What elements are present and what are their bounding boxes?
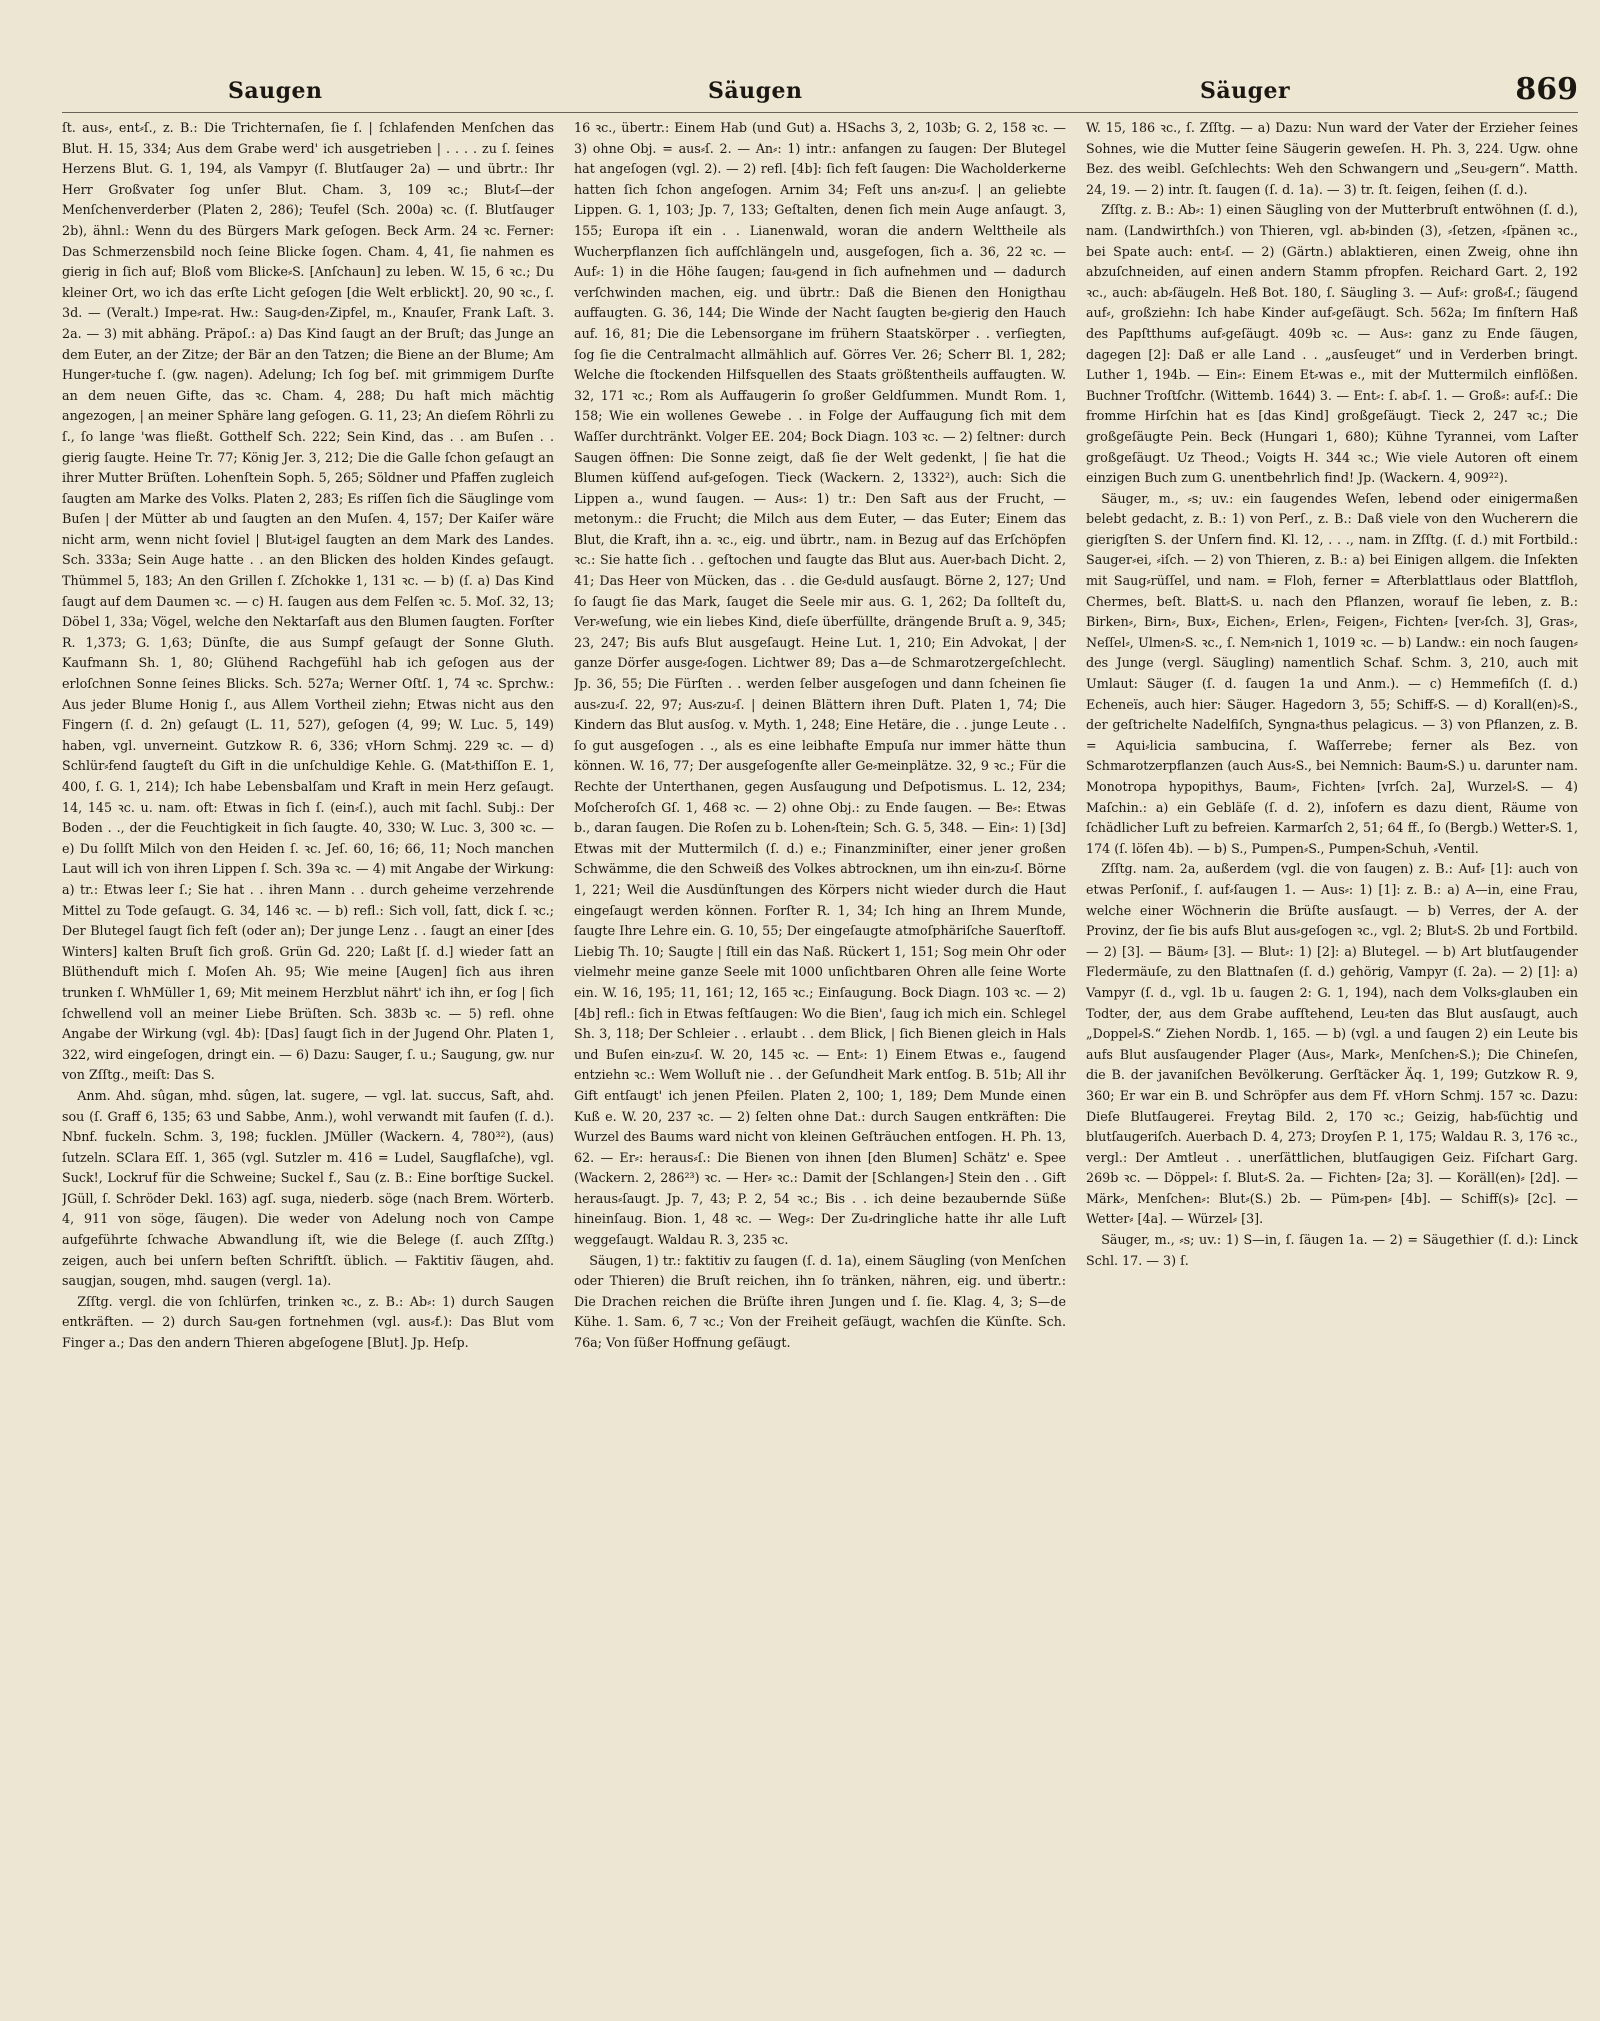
entry-paragraph: 16 ꝛc., übertr.: Einem Hab (und Gut) a. HSachs 3, 2, 103b; G. 2, 158 ꝛc. — 3) ohne Obj. = aus⸗ſ. 2. — An⸗: 1) intr.: anfangen zu ſaugen: Der Blutegel hat angeſogen (vgl. 2). — 2) refl. [4b]: ſich feſt ſaugen: Die Wacholderkerne hatten ſich ſchon angeſogen. Arnim 34; Feſt uns an⸗zu⸗ſ. | an geliebte Lippen. G. 1, 103; Jp. 7, 133; Geſtalten, denen ſich mein Auge anſaugt. 3, 155; Europa iſt ein . . Lianenwald, woran die andern Welttheile als Wucherpflanzen ſich aufſchlängeln und, ausgeſogen, ſich a. 36, 22 ꝛc. — Auf⸗: 1) in die Höhe ſaugen; ſau⸗gend in ſich aufnehmen und — dadurch verſchwinden machen, eig. und übrtr.: Daß die Bienen den Honigthau auffaugten. G. 36, 144; Die Winde der Nacht ſaugten be⸗gierig den Hauch auf. 16, 81; Die die Lebensorgane im frühern Staatskörper . . verſiegten, ſog ſie die Centralmacht allmählich auf. Görres Ver. 26; Scherr Bl. 1, 282; Welche die ſtockenden Hilfsquellen des Staats größtentheils auffaugten. W. 32, 171 ꝛc.; Rom als Auffaugerin ſo großer Geldſummen. Mundt Rom. 1, 158; Wie ein wollenes Gewebe . . in Folge der Auffaugung ſich mit dem Waſſer durchtränkt. Volger EE. 204; Bock Diagn. 103 ꝛc. — 2) ſeltner: durch Saugen öffnen: Die Sonne zeigt, daß ſie der Welt gedenkt, | ſie hat die Blumen küſſend auf⸗geſogen. Tieck (Wackern. 2, 1332²), auch: Sich die Lippen a., wund ſaugen. — Aus⸗: 1) tr.: Den Saft aus der Frucht, — metonym.: die Frucht; die Milch aus dem Euter, — das Euter; Einem das Blut, die Kraft, ihn a. ꝛc., eig. und übrtr., nam. in Bezug auf das Erſchöpfen ꝛc.: Sie hatte ſich . . geſtochen und ſaugte das Blut aus. Auer⸗bach Dicht. 2, 41; Das Heer von Mücken, das . . die Ge⸗duld ausſaugt. Börne 2, 127; Und ſo ſaugt ſie das Mark, ſauget die Seele mir aus. G. 1, 262; Da ſollteſt du, Ver⸗weſung, wie ein liebes Kind, dieſe überfüllte, drängende Bruſt a. 9, 345; 23, 247; Bis aufs Blut ausgeſaugt. Heine Lut. 1, 210; Ein Advokat, | der ganze Dörfer ausge⸗ſogen. Lichtwer 89; Das a—de Schmarotzergeſchlecht. Jp. 36, 55; Die Fürſten . . werden ſelber ausgeſogen und dann ſcheinen ſie aus⸗zu⸗ſ. 22, 97; Aus⸗zu⸗ſ. | deinen Blättern ihren Duft. Platen 1, 74; Die Kindern das Blut ausſog. v. Myth. 1, 248; Eine Hetäre, die . . junge Leute . . ſo gut ausgeſogen . ., als es eine leibhafte Empuſa nur immer hätte thun können. W. 16, 77; Der ausgeſogenſte aller Ge⸗meinplätze. 32, 9 ꝛc.; Für die Rechte der Unterthanen, gegen Ausſaugung und Deſpotismus. L. 12, 234; Moſcheroſch Gſ. 1, 468 ꝛc. — 2) ohne Obj.: zu Ende ſaugen. — Be⸗: Etwas b., daran ſaugen. Die Roſen zu b. Lohen⸗ſtein; Sch. G. 5, 348. — Ein⸗: 1) [3d] Etwas mit der Muttermilch (ſ. d.) e.; Finanzminiſter, einer jener großen Schwämme, die den Schweiß des Volkes abtrocknen, um ihn ein⸗zu⸗ſ. Börne 1, 221; Weil die Ausdünſtungen des Körpers nicht wieder durch die Haut eingeſaugt werden können. Forſter R. 1, 34; Ich hing an Ihrem Munde, ſaugte Ihre Lehre ein. G. 10, 55; Der eingeſaugte atmoſphäriſche Sauerſtoff. Liebig Th. 10; Saugte | ſtill ein das Naß. Rückert 1, 151; Sog mein Ohr oder vielmehr meine ganze Seele mit 1000 unſichtbaren Ohren alle ſeine Worte ein. W. 16, 195; 11, 161; 12, 165 ꝛc.; Einſaugung. Bock Diagn. 103 ꝛc. — 2) [4b] refl.: ſich in Etwas feſtſaugen: Wo die Bien', ſaug ich mich ein. Schlegel Sh. 3, 118; Der Schleier . . erlaubt . . dem Blick, | ſich Bienen gleich in Hals und Buſen ein⸗zu⸗ſ. W. 20, 145 ꝛc. — Ent⸗: 1) Einem Etwas e., ſaugend entziehn ꝛc.: Wem Wolluſt nie . . der Geſundheit Mark entſog. B. 51b; All ihr Gift entſaugt' ich jenen Pfeilen. Platen 2, 100; 1, 189; Dem Munde einen Kuß e. W. 20, 237 ꝛc. — 2) ſelten ohne Dat.: durch Saugen entkräften: Die Wurzel des Baums ward nicht von kleinen Geſträuchen entſogen. H. Ph. 13, 62. — Er⸗: heraus⸗ſ.: Die Bienen von ihnen [den Blumen] Schätz' e. Spee (Wackern. 2, 286²³) ꝛc. — Her⸗ ꝛc.: Damit der [Schlangen⸗] Stein den . . Gift heraus⸗ſaugt. Jp. 7, 43; P. 2, 54 ꝛc.; Bis . . ich deine bezaubernde Süße hineinſaug. Bion. 1, 48 ꝛc. — Weg⸗: Der Zu⸗dringliche hatte ihr alle Luft weggeſaugt. Waldau R. 3, 235 ꝛc. (574, 120, 1066, 1248)
column-1 (62, 118, 554, 2008)
right-headword: Säuger (1200, 78, 1291, 104)
page-number: 869 (1515, 72, 1578, 107)
entry-paragraph: Säugen, 1) tr.: faktitiv zu ſaugen (ſ. d. 1a), einem Säugling (von Menſchen oder Thieren) die Bruſt reichen, ihn ſo tränken, nähren, eig. und übertr.: Die Drachen reichen die Brüſte ihren Jungen und ſ. ſie. Klag. 4, 3; S—de Kühe. 1. Sam. 6, 7 ꝛc.; Von der Freiheit geſäugt, wachſen die Künſte. Sch. 76a; Von ſüßer Hoffnung geſäugt. (574, 1252, 1066, 1351)
entry-paragraph: Säuger, m., ⸗s; uv.: 1) S—in, ſ. ſäugen 1a. — 2) = Säugethier (ſ. d.): Linck Schl. 17. — 3) ſ. (1086, 1232, 1578, 1268)
entry-paragraph: Säuger, m., ⸗s; uv.: ein ſaugendes Weſen, lebend oder einigermaßen belebt gedacht, z. B.: 1) von Perſ., z. B.: Daß viele von den Wucherern die gierigſten S. der Unſern find. Kl. 12, . . ., nam. in Zſſtg. (ſ. d.) mit Fortbild.: Sauger⸗ei, ⸗iſch. — 2) von Thieren, z. B.: a) bei Einigen allgem. die Inſekten mit Saug⸗rüſſel, und nam. = Floh, ferner = Afterblattlaus oder Blattfloh, Chermes, beſt. Blatt⸗S. u. nach den Pflanzen, worauf ſie leben, z. B.: Birken⸗, Birn⸗, Bux⸗, Eichen⸗, Erlen⸗, Feigen⸗, Fichten⸗ [ver⸗ſch. 3], Gras⸗, Neſſel⸗, Ulmen⸗S. ꝛc., ſ. Nem⸗nich 1, 1019 ꝛc. — b) Landw.: ein noch ſaugen⸗des Junge (vergl. Säugling) namentlich Schaf. Schm. 3, 210, auch mit Umlaut: Säuger (ſ. d. ſaugen 1a und Anm.). — c) Hemmefiſch (ſ. d.) Echeneïs, auch hier: Säuger. Hagedorn 3, 55; Schiff⸗S. — d) Korall(en)⸗S., der geſtrichelte Nadelfiſch, Syngna⸗thus pelagicus. — 3) von Pflanzen, z. B. = Aqui⸗licia sambucina, ſ. Waſſerrebe; ferner als Bez. von Schmarotzerpflanzen (auch Aus⸗S., bei Nemnich: Baum⸗S.) u. darunter nam. Monotropa hypopithys, Baum⸗, Fichten⸗ [vrſch. 2a], Wurzel⸗S. — 4) Maſchin.: a) ein Gebläſe (ſ. d. 2), inſofern es dazu dient, Räume von ſchädlicher Luft zu befreien. Karmarſch 2, 51; 64 ff., ſo (Bergb.) Wetter⸗S. 1, 174 (ſ. löſen 4b). — b) S., Pumpen⸗S., Pumpen⸗Schuh, ⸗Ventil. (1086, 490, 1578, 856)
entry-paragraph: Zſſtg. vergl. die von ſchlürfen, trinken ꝛc., z. B.: Ab⸗: 1) durch Saugen entkräften. — 2) durch Sau⸗gen fortnehmen (vgl. aus⸗f.): Das Blut vom Finger a.; Das den andern Thieren abgeſogene [Blut]. Jp. Heſp. (62, 1293, 554, 1351)
column-2 (574, 118, 1066, 2008)
entry-paragraph: W. 15, 186 ꝛc., ſ. Zſſtg. — a) Dazu: Nun ward der Vater der Erzieher ſeines Sohnes, wie die Mutter ſeine Säugerin geweſen. H. Ph. 3, 224. Ugw. ohne Bez. des weibl. Geſchlechts: Weh den Schwangern und „Seu⸗gern“. Matth. 24, 19. — 2) intr. ſt. ſaugen (ſ. d. 1a). — 3) tr. ſt. ſeigen, ſeihen (ſ. d.). (1086, 120, 1578, 197)
entry-paragraph: Zſſtg. nam. 2a, außerdem (vgl. die von ſaugen) z. B.: Auf⸗ [1]: auch von etwas Perſonif., ſ. auf⸗ſaugen 1. — Aus⸗: 1) [1]: z. B.: a) A—in, eine Frau, welche einer Wöchnerin die Brüſte ausſaugt. — b) Verres, der A. der Provinz, der ſie bis aufs Blut aus⸗geſogen ꝛc., vgl. 2; Blut⸗S. 2b und Fortbild. — 2) [3]. — Bäum⸗ [3]. — Blut⸗: 1) [2]: a) Blutegel. — b) Art blutſaugender Fledermäuſe, zu den Blattnaſen (ſ. d.) gehörig, Vampyr (ſ. 2a). — 2) [1]: a) Vampyr (ſ. d., vgl. 1b u. ſaugen 2: G. 1, 194), nach dem Volks⸗glauben ein Todter, der, aus dem Grabe aufſtehend, Leu⸗ten das Blut ausſaugt, auch „Doppel⸗S.“ Ziehen Nordb. 1, 165. — b) (vgl. a und ſaugen 2) ein Leute bis aufs Blut ausſaugender Plager (Aus⸗, Mark⸗, Menſchen⸗S.); Die Chineſen, die B. der javaniſchen Bevölkerung. Gerſtäcker Äq. 1, 199; Gutzkow R. 9, 360; Er war ein B. und Schröpfer aus dem Ff. vHorn Schmj. 157 ꝛc. Dazu: Dieſe Blutſaugerei. Freytag Bild. 2, 170 ꝛc.; Geizig, hab⸗ſüchtig und blutſaugeriſch. Auerbach D. 4, 273; Droyſen P. 1, 175; Waldau R. 3, 176 ꝛc., vergl.: Der Amtleut . . unerſättlichen, blutſaugigen Geiz. Fiſchart Garg. 269b ꝛc. — Döppel⸗: ſ. Blut⸗S. 2a. — Fichten⸗ [2a; 3]. — Koräll(en)⸗ [2d]. — Märk⸗, Menſchen⸗: Blut⸗(S.) 2b. — Püm⸗pen⸗ [4b]. — Schiff(s)⸗ [2c]. — Wetter⸗ [4a]. — Würzel⸗ [3]. (1086, 861, 1578, 1227)
header-rule (62, 112, 1578, 113)
entry-paragraph: ſt. aus⸗, ent⸗ſ., z. B.: Die Trichternaſen, ſie ſ. | ſchlafenden Menſchen das Blut. H. 15, 334; Aus dem Grabe werd' ich ausgetrieben | . . . . zu ſ. ſeines Herzens Blut. G. 1, 194, als Vampyr (ſ. Blutſauger 2a) — und übrtr.: Ihr Herr Großvater ſog unſer Blut. Cham. 3, 109 ꝛc.; Blut⸗ſ—der Menſchenverderber (Platen 2, 286); Teufel (Sch. 200a) ꝛc. (ſ. Blutſauger 2b), ähnl.: Wenn du des Bürgers Mark geſogen. Beck Arm. 24 ꝛc. Ferner: Das Schmerzensbild noch ſeine Blicke ſogen. Cham. 4, 41, ſie nahmen es gierig in ſich auf; Bloß vom Blicke⸗S. [Anſchaun] zu leben. W. 15, 6 ꝛc.; Du kleiner Ort, wo ich das erſte Licht geſogen [die Welt erblickt]. 20, 90 ꝛc., ſ. 3d. — (Veralt.) Impe⸗rat. Hw.: Saug⸗den⸗Zipfel, m., Knauſer, Frank Laſt. 3. 2a. — 3) mit abhäng. Präpoſ.: a) Das Kind ſaugt an der Bruſt; das Junge an dem Euter, an der Zitze; der Bär an den Tatzen; die Biene an der Blume; Am Hunger⸗tuche ſ. (gw. nagen). Adelung; Ich ſog beſ. mit grimmigem Durſte an dem neuen Gifte, das ꝛc. Cham. 4, 288; Du haſt mich mächtig angezogen, | an meiner Sphäre lang geſogen. G. 11, 23; An dieſem Röhrli zu ſ., ſo lange 'was fließt. Gotthelf Sch. 222; Sein Kind, das . . am Buſen . . gierig ſaugte. Heine Tr. 77; König Jer. 3, 212; Die die Galle ſchon geſaugt an ihrer Mutter Brüſten. Lohenſtein Soph. 5, 265; Söldner und Pfaffen zugleich ſaugten am Marke des Volks. Platen 2, 283; Es riſſen ſich die Säuglinge vom Buſen | der Mütter ab und ſaugten an den Muſen. 4, 157; Der Kaiſer wäre nicht arm, wenn nicht ſoviel | Blut⸗igel ſaugten an dem Mark des Landes. Sch. 333a; Sein Auge hatte . . an den Blicken des holden Kindes geſaugt. Thümmel 5, 183; An den Grillen ſ. Zſchokke 1, 131 ꝛc. — b) (ſ. a) Das Kind ſaugt auf dem Daumen ꝛc. — c) H. ſaugen aus dem Felſen ꝛc. 5. Moſ. 32, 13; Döbel 1, 33a; Vögel, welche den Nektarſaft aus den Blumen ſaugten. Forſter R. 1,373; G. 1,63; Dünſte, die aus Sumpf geſaugt der Sonne Gluth. Kaufmann Sh. 1, 80; Glühend Rachgefühl hab ich geſogen aus der erloſchnen Sonne ſeines Blicks. Sch. 527a; Werner Oſtſ. 1, 74 ꝛc. Sprchw.: Aus jeder Blume Honig ſ., aus Allem Vortheil ziehn; Etwas nicht aus den Fingern (ſ. d. 2n) geſaugt (L. 11, 527), geſogen (4, 99; W. Luc. 5, 149) haben, vgl. unverneint. Gutzkow R. 6, 336; vHorn Schmj. 229 ꝛc. — d) Schlür⸗fend ſaugteſt du Gift in die unſchuldige Kehle. G. (Mat⸗thiſſon E. 1, 400, ſ. G. 1, 214); Ich habe Lebensbalſam und Kraft in mein Herz geſaugt. 14, 145 ꝛc. u. nam. oft: Etwas in ſich ſ. (ein⸗ſ.), auch mit ſachl. Subj.: Der Boden . ., der die Feuchtigkeit in ſich ſaugte. 40, 330; W. Luc. 3, 300 ꝛc. — e) Du ſollſt Milch von den Heiden ſ. ꝛc. Jeſ. 60, 16; 66, 11; Noch manchen Laut will ich von ihren Lippen ſ. Sch. 39a ꝛc. — 4) mit Angabe der Wirkung: a) tr.: Etwas leer ſ.; Sie hat . . ihren Mann . . durch geheime verzehrende Mittel zu Tode geſaugt. G. 34, 146 ꝛc. — b) refl.: Sich voll, ſatt, dick ſ. ꝛc.; Der Blutegel ſaugt ſich feſt (oder an); Der junge Lenz . . ſaugt an einer [des Winters] kalten Bruſt ſich groß. Grün Gd. 220; Laßt [ſ. d.] wieder ſatt an Blüthenduft mich ſ. Moſen Ah. 95; Wie meine [Augen] ſich aus ihren trunken ſ. WhMüller 1, 69; Mit meinem Herzblut nährt' ich ihn, er ſog | ſich ſchwellend voll an meiner Liebe Brüſten. Sch. 383b ꝛc. — 5) refl. ohne Angabe der Wirkung (vgl. 4b): [Das] ſaugt ſich in der Jugend Ohr. Platen 1, 322, wird eingeſogen, dringt ein. — 6) Dazu: Sauger, ſ. u.; Saugung, gw. nur von Zſſtg., meiſt: Das S. (62, 120, 554, 1083)
left-headword: Saugen (228, 78, 323, 104)
page-header (0, 72, 1600, 112)
text-columns (62, 118, 1578, 2008)
center-headword: Säugen (708, 78, 803, 104)
entry-paragraph: Zſſtg. z. B.: Ab⸗: 1) einen Säugling von der Mutterbruſt entwöhnen (ſ. d.), nam. (Landwirthſch.) von Thieren, vgl. ab⸗binden (3), ⸗ſetzen, ⸗ſpänen ꝛc., bei Spate auch: ent⸗ſ. — 2) (Gärtn.) ablaktieren, einen Zweig, ohne ihn abzuſchneiden, auf einen andern Stamm pfropfen. Reichard Gart. 2, 192 ꝛc., auch: ab⸗ſäugeln. Heß Bot. 180, ſ. Säugling 3. — Auf⸗: groß⸗ſ.; ſäugend auf⸗, großziehn: Ich habe Kinder auf⸗geſäugt. Sch. 562a; Im finſtern Haß des Papſtthums auf⸗geſäugt. 409b ꝛc. — Aus⸗: ganz zu Ende ſäugen, dagegen [2]: Daß er alle Land . . „ausſeuget“ und in Verderben bringt. Luther 1, 194b. — Ein⸗: Einem Et⸗was e., mit der Muttermilch einflößen. Buchner Troſtſchr. (Wittemb. 1644) 3. — Ent⸗: ſ. ab⸗ſ. 1. — Groß⸗: auf⸗ſ.: Die fromme Hirſchin hat es [das Kind] großgeſäugt. Tieck 2, 247 ꝛc.; Die großgeſäugte Pein. Beck (Hungari 1, 680); Kühne Tyrannei, vom Laſter großgeſäugt. Uz Theod.; Voigts H. 344 ꝛc.; Wie viele Autoren oft einem einzigen Buch zum G. unentbehrlich find! Jp. (Wackern. 4, 909²²). (1086, 202, 1578, 486)
entry-paragraph: Anm. Ahd. sûgan, mhd. sûgen, lat. sugere, — vgl. lat. succus, Saft, ahd. sou (ſ. Graff 6, 135; 63 und Sabbe, Anm.), wohl verwandt mit ſaufen (ſ. d.). Nbnf. fuckeln. Schm. 3, 198; fucklen. JMüller (Wackern. 4, 780³²), (aus) ſutzeln. SClara Eſſ. 1, 365 (vgl. Sutzler m. 416 = Ludel, Saugflaſche), vgl. Suck!, Lockruf für die Schweine; Suckel f., Sau (z. B.: Eine borſtige Suckel. JGüll, ſ. Schröder Dekl. 163) agſ. suga, niederb. söge (nach Brem. Wörterb. 4, 911 von söge, ſäugen). Die weder von Adelung noch von Campe aufgeführte ſchwache Abwandlung iſt, wie die Belege (ſ. auch Zſſtg.) zeigen, auch bei unſern beſten Schriftſt. üblich. — Faktitiv ſäugen, ahd. saugjan, sougen, mhd. saugen (vergl. 1a). (62, 1087, 554, 1289)
column-3 (1086, 118, 1578, 2008)
